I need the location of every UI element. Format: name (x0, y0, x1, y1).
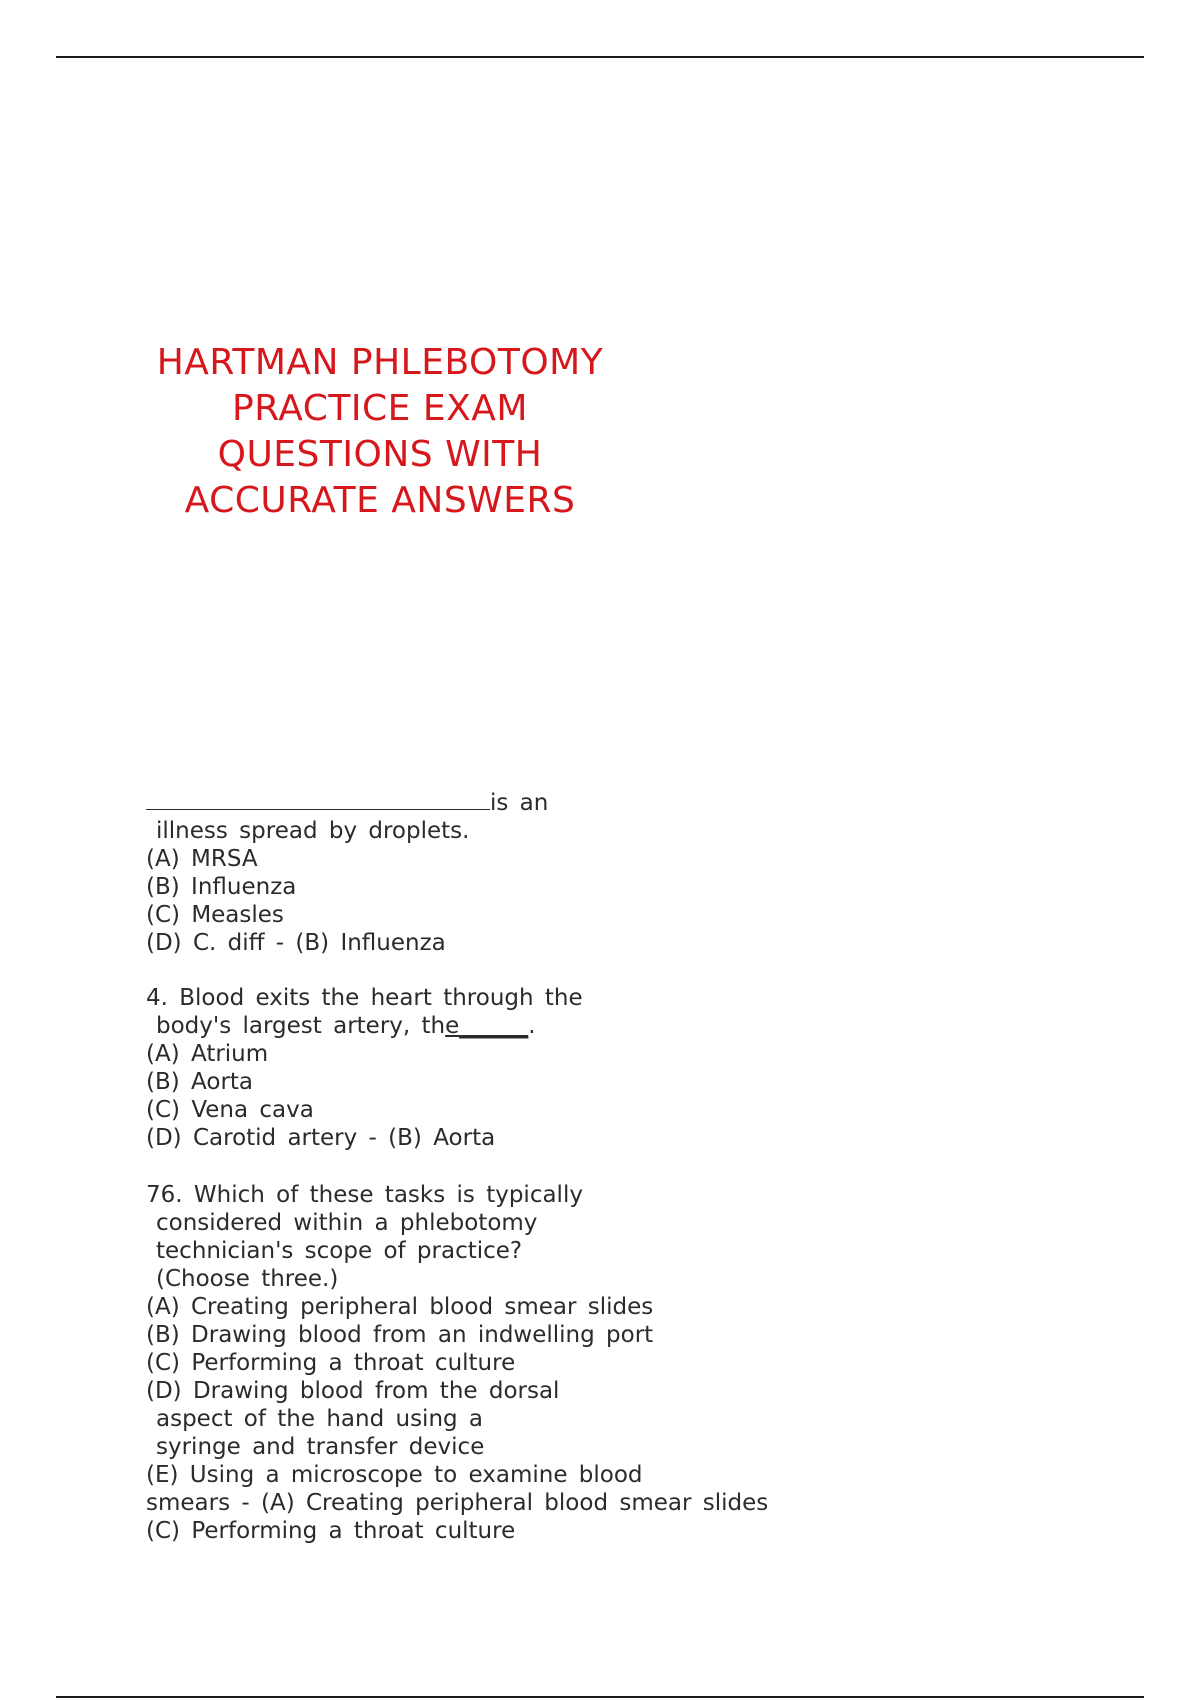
option-continuation: aspect of the hand using a (156, 1406, 484, 1432)
question-stem-line: illness spread by droplets. (156, 818, 470, 844)
title-line-2: PRACTICE EXAM (232, 388, 528, 429)
question-stem-line: (Choose three.) (156, 1266, 339, 1292)
option: (C) Vena cava (146, 1097, 314, 1123)
question-stem-line: technician's scope of practice? (156, 1238, 523, 1264)
title-line-4: ACCURATE ANSWERS (184, 480, 576, 521)
option-with-answer: smears - (A) Creating peripheral blood smear slides (146, 1490, 769, 1516)
option-with-answer: (D) C. diff - (B) Influenza (146, 930, 446, 956)
option: (D) Drawing blood from the dorsal (146, 1378, 560, 1404)
question-block-76 (146, 1181, 768, 1545)
answer-blank: e______ (445, 1013, 529, 1039)
bottom-rule (56, 1696, 1144, 1698)
option: (E) Using a microscope to examine blood (146, 1462, 643, 1488)
option-continuation: syringe and transfer device (156, 1434, 485, 1460)
option: (A) Atrium (146, 1041, 269, 1067)
answer-blank (146, 787, 490, 810)
question-stem-line: 76. Which of these tasks is typically (146, 1182, 583, 1208)
question-stem-line: body's largest artery, the______. (156, 1013, 536, 1039)
question-stem-line: is an (146, 787, 548, 817)
option: (A) MRSA (146, 846, 258, 872)
option: (B) Aorta (146, 1069, 254, 1095)
option: (C) Measles (146, 902, 284, 928)
question-block-4 (146, 984, 583, 1152)
option: (A) Creating peripheral blood smear slides (146, 1294, 654, 1320)
top-rule (56, 56, 1144, 58)
title-line-1: HARTMAN PHLEBOTOMY (156, 342, 604, 383)
question-stem-line: 4. Blood exits the heart through the (146, 985, 583, 1011)
answer-continuation: (C) Performing a throat culture (146, 1518, 516, 1544)
option: (B) Influenza (146, 874, 297, 900)
title-line-3: QUESTIONS WITH (217, 434, 543, 475)
option-with-answer: (D) Carotid artery - (B) Aorta (146, 1125, 496, 1151)
question-block-1 (146, 787, 548, 957)
question-stem-line: considered within a phlebotomy (156, 1210, 538, 1236)
option: (B) Drawing blood from an indwelling port (146, 1322, 654, 1348)
document-title (140, 340, 620, 524)
option: (C) Performing a throat culture (146, 1350, 516, 1376)
